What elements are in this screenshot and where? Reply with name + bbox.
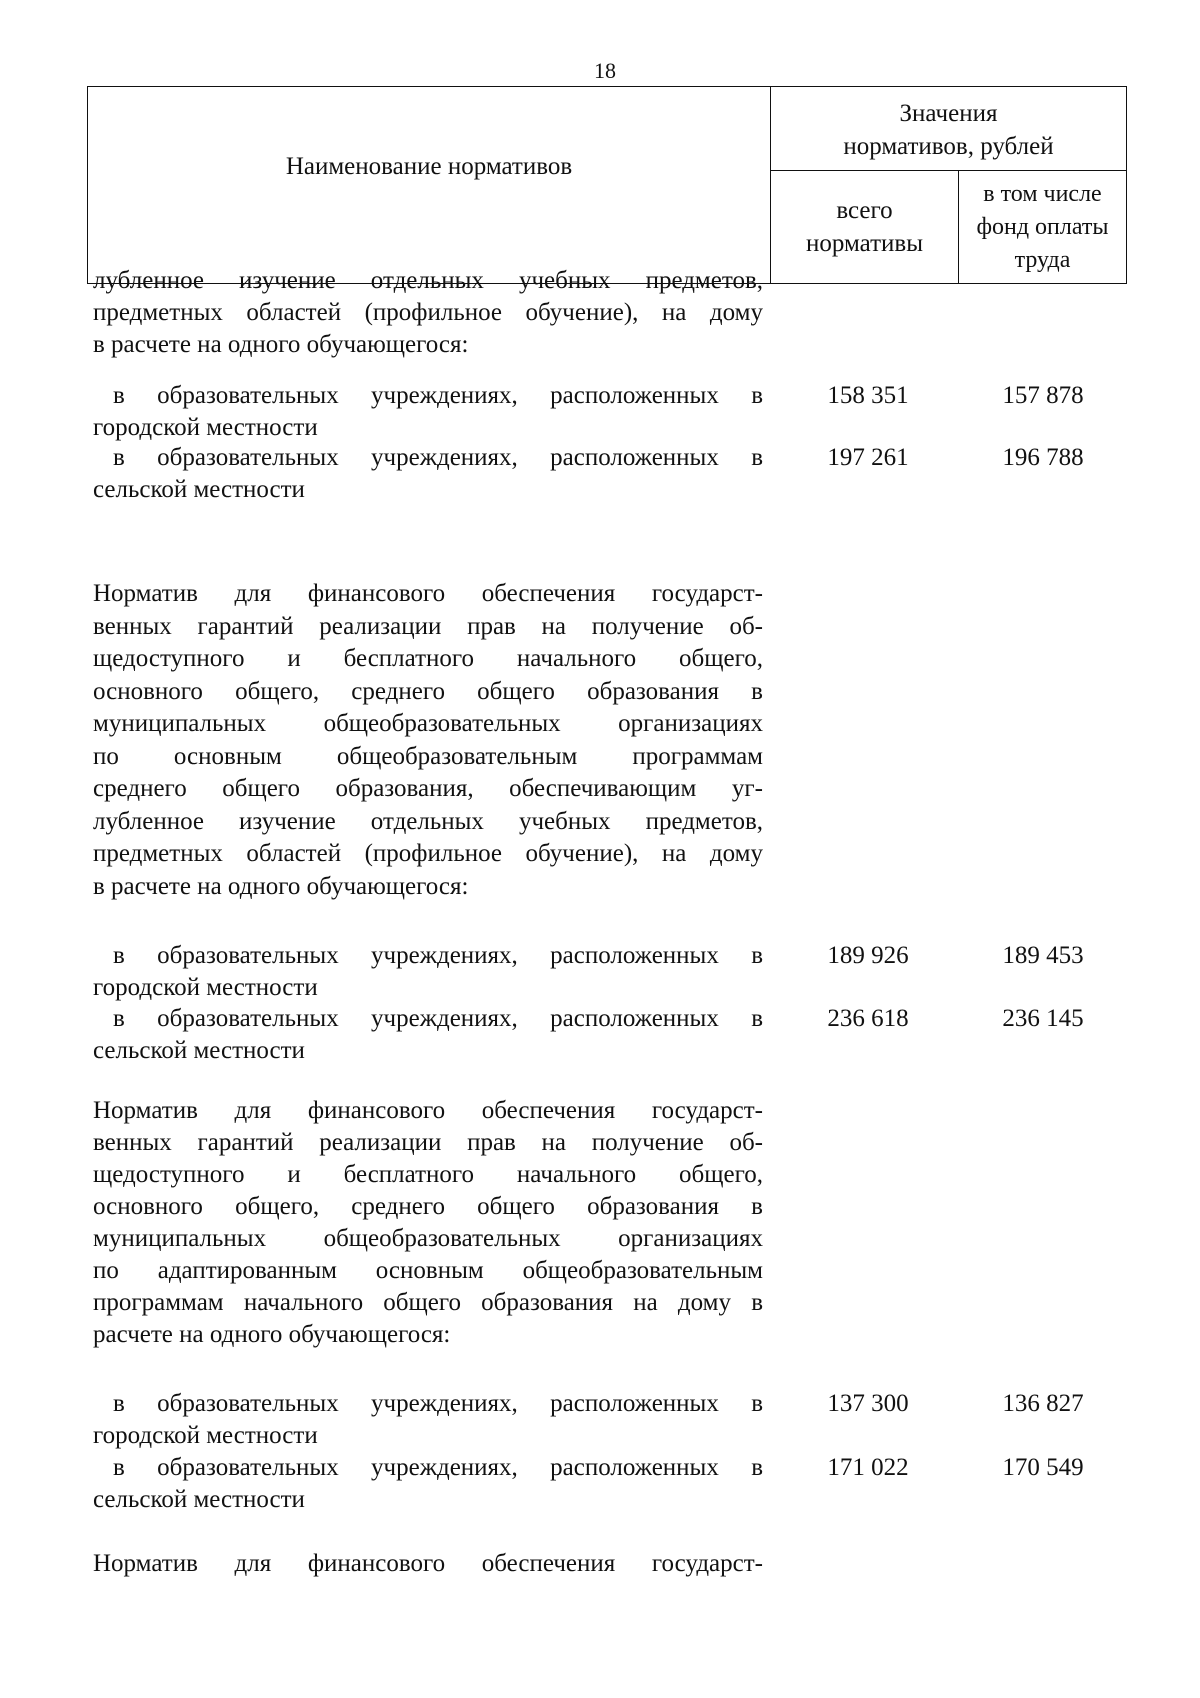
header-name-column: Наименование нормативов (88, 87, 771, 283)
intro-continuation (93, 265, 763, 361)
row-label: в образовательных учреждениях, расположенных в городской местности (93, 1390, 763, 1449)
row-total: 236 618 (827, 1005, 909, 1032)
section-paragraph: Норматив для финансового обеспечения государст- (93, 1550, 763, 1577)
header-values-label: Значения нормативов, рублей (843, 100, 1054, 160)
text-line: в расчете на одного обучающегося: (93, 331, 469, 358)
row-label: в образовательных учреждениях, расположенных в сельской местности (93, 444, 763, 503)
row-wage: 170 549 (1002, 1454, 1084, 1481)
table-row (93, 1003, 1093, 1069)
row-wage: 136 827 (1002, 1390, 1084, 1417)
section-paragraph: Норматив для финансового обеспечения государст- венных гарантий реализации прав на получение об- щедоступного и бесплатного начального общего, основного общего, среднего общего образования в муниципальных общеобразовательных организациях по основным общеобразовательным программам среднего общего образования, обеспечивающим уг- лубленное изучение отдельных учебных предметов, предметных областей (профильное обучение), на дому в расчете на одного обучающегося: (93, 580, 763, 900)
row-total: 189 926 (827, 942, 909, 969)
header-wage-label: в том числе фонд оплаты труда (976, 180, 1109, 273)
table-row (93, 442, 1093, 508)
row-wage: 236 145 (1002, 1005, 1084, 1032)
row-wage: 189 453 (1002, 942, 1084, 969)
text-line: предметных областей (профильное обучение), на дому (93, 299, 763, 326)
row-total: 137 300 (827, 1390, 909, 1417)
section-paragraph: Норматив для финансового обеспечения государст- венных гарантий реализации прав на получение об- щедоступного и бесплатного начального общего, основного общего, среднего общего образования в муниципальных общеобразовательных организациях по адаптированным основным общеобразовательным программам начального общего образования на дому в расчете на одного обучающегося: (93, 1097, 763, 1348)
header-total-column (771, 171, 959, 283)
table-row (93, 380, 1093, 446)
header-wage-column (959, 171, 1126, 283)
row-label: в образовательных учреждениях, расположенных в городской местности (93, 942, 763, 1001)
row-wage: 157 878 (1002, 382, 1084, 409)
page-number: 18 (594, 58, 616, 83)
row-label: в образовательных учреждениях, расположенных в городской местности (93, 382, 763, 441)
table-row (93, 940, 1093, 1006)
row-label: в образовательных учреждениях, расположенных в сельской местности (93, 1454, 763, 1513)
row-wage: 196 788 (1002, 444, 1084, 471)
row-label: в образовательных учреждениях, расположенных в сельской местности (93, 1005, 763, 1064)
table-row (93, 1452, 1093, 1518)
text-line: лубленное изучение отдельных учебных предметов, (93, 267, 763, 294)
header-total-label: всего нормативы (805, 197, 923, 257)
row-total: 197 261 (827, 444, 909, 471)
row-total: 171 022 (827, 1454, 909, 1481)
table-row (93, 1388, 1093, 1454)
header-values-column (771, 87, 1126, 171)
row-total: 158 351 (827, 382, 909, 409)
table-header (87, 86, 1127, 284)
